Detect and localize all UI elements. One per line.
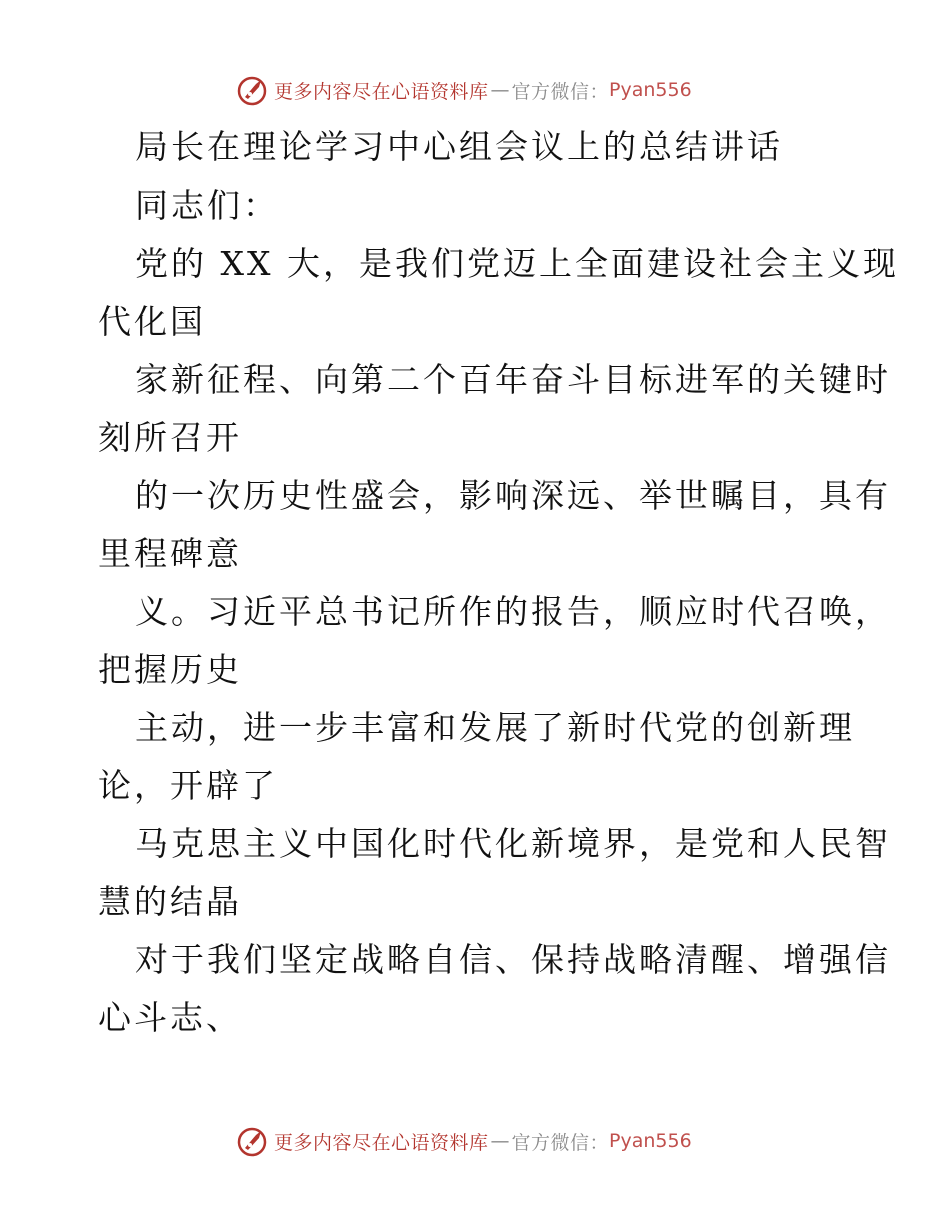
paragraph-line: 论，开辟了 [98, 766, 278, 805]
paragraph-line: 主动，进一步丰富和发展了新时代党的创新理 [135, 708, 855, 747]
banner-wechat-label: 官方微信： [511, 1131, 610, 1154]
header-banner [236, 70, 692, 110]
paragraph-line: 刻所召开 [98, 418, 242, 457]
paragraph-line: 里程碑意 [98, 534, 242, 573]
paragraph-line: 慧的结晶 [98, 882, 242, 921]
banner-wechat-id: Pyan556 [609, 79, 692, 101]
banner-separator: — [490, 79, 510, 101]
paragraph-line: 义。习近平总书记所作的报告，顺应时代召唤， [135, 592, 891, 631]
paragraph-line: 代化国 [98, 302, 206, 341]
footer-banner [236, 1121, 692, 1161]
paragraph-line: 马克思主义中国化时代化新境界，是党和人民智 [135, 824, 891, 863]
banner-slogan: 更多内容尽在心语资料库 [274, 80, 489, 103]
salutation: 同志们： [135, 186, 279, 225]
pen-nib-logo-icon [236, 1124, 270, 1158]
pen-nib-logo-icon [236, 73, 270, 107]
banner-separator: — [490, 1130, 510, 1152]
banner-wechat-id: Pyan556 [609, 1130, 692, 1152]
paragraph-line: 对于我们坚定战略自信、保持战略清醒、增强信 [135, 940, 891, 979]
banner-wechat-label: 官方微信： [511, 80, 610, 103]
document-title: 局长在理论学习中心组会议上的总结讲话 [135, 127, 783, 166]
paragraph-line: 家新征程、向第二个百年奋斗目标进军的关键时 [135, 360, 891, 399]
banner-slogan: 更多内容尽在心语资料库 [274, 1131, 489, 1154]
paragraph-line: 党的 XX 大，是我们党迈上全面建设社会主义现 [135, 244, 899, 283]
paragraph-line: 心斗志、 [98, 998, 242, 1037]
paragraph-line: 把握历史 [98, 650, 242, 689]
paragraph-line: 的一次历史性盛会，影响深远、举世瞩目，具有 [135, 476, 891, 515]
